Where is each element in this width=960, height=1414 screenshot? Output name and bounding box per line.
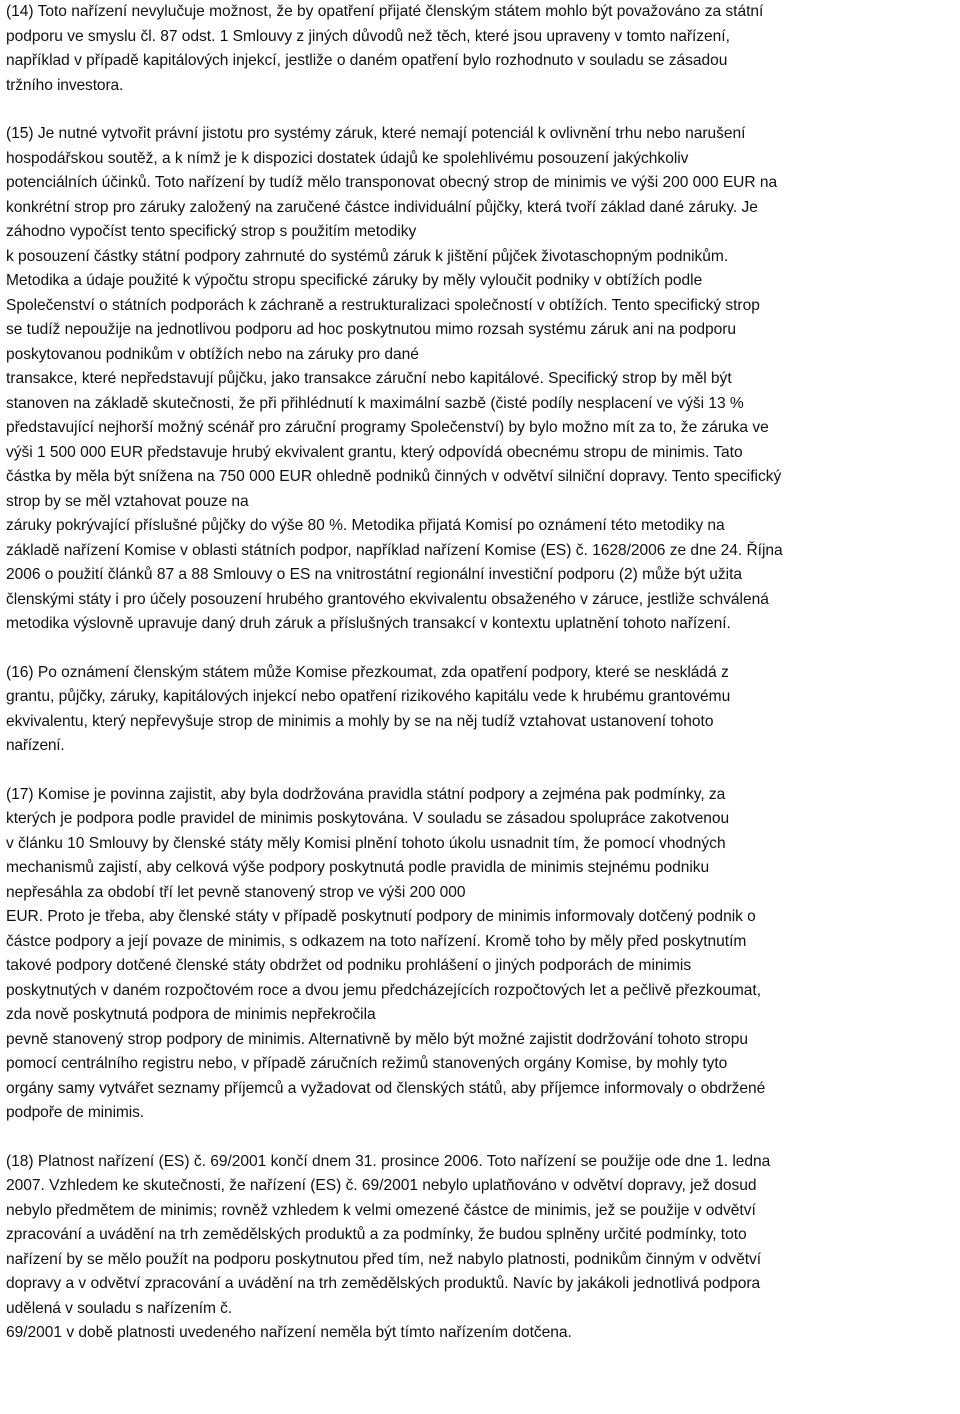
- text-line: poskytovanou podnikům v obtížích nebo na záruky pro dané: [6, 345, 419, 363]
- text-line: strop by se měl vztahovat pouze na: [6, 492, 249, 510]
- text-line: stanoven na základě skutečnosti, že při přihlédnutí k maximální sazbě (čisté podíly nesplacení ve výši 13 %: [6, 394, 744, 412]
- text-line: Společenství o státních podporách k záchraně a restrukturalizaci společností v obtížích. Tento specifický strop: [6, 296, 760, 314]
- text-line: hospodářskou soutěž, a k nímž je k dispozici dostatek údajů ke spolehlivému posouzení jakýchkoliv: [6, 149, 689, 167]
- text-line: potenciálních účinků. Toto nařízení by tudíž mělo transponovat obecný strop de minimis ve výši 200 000 EUR na: [6, 174, 778, 191]
- text-line: mechanismů zajistí, aby celková výše podpory poskytnutá podle pravidla de minimis stejnému podniku: [6, 859, 710, 876]
- text-line: pevně stanovený strop podpory de minimis. Alternativně by mělo být možné zajistit dodržování tohoto stropu: [6, 1030, 749, 1048]
- text-line: transakce, které nepředstavují půjčku, jako transakce záruční nebo kapitálové. Specifický strop by měl být: [6, 370, 732, 387]
- text-line: výši 1 500 000 EUR představuje hrubý ekvivalent grantu, který odpovídá obecnému stropu de minimis. Tato: [6, 443, 743, 461]
- text-line: grantu, půjčky, záruky, kapitálových injekcí nebo opatření rizikového kapitálu vede k hrubému grantovému: [6, 688, 731, 705]
- text-line: kterých je podpora podle pravidel de minimis poskytována. V souladu se zásadou spolupráce zakotvenou: [6, 810, 730, 827]
- text-line: zda nově poskytnutá podpora de minimis nepřekročila: [6, 1006, 376, 1023]
- text-line: tržního investora.: [6, 76, 124, 94]
- paragraph-14: [6, 0, 956, 98]
- paragraph-16: [6, 661, 956, 759]
- text-line: v článku 10 Smlouvy by členské státy měly Komisi plnění tohoto úkolu usnadnit tím, že pomocí vhodných: [6, 834, 726, 852]
- text-line: členskými státy i pro účely posouzení hrubého grantového ekvivalentu obsaženého v záruce, jestliže schválená: [6, 590, 769, 608]
- text-line: částce podpory a její povaze de minimis, s odkazem na toto nařízení. Kromě toho by měly před poskytnutím: [6, 932, 747, 950]
- text-line: záruky pokrývající příslušné půjčky do výše 80 %. Metodika přijatá Komisí po oznámení této metodiky na: [6, 517, 725, 534]
- text-line: podpoře de minimis.: [6, 1104, 144, 1121]
- text-line: částka by měla být snížena na 750 000 EUR ohledně podniků činných v odvětví silniční dopravy. Tento specifický: [6, 468, 782, 485]
- text-line: podporu ve smyslu čl. 87 odst. 1 Smlouvy z jiných důvodů než těch, které jsou upraveny v tomto nařízení,: [6, 27, 730, 45]
- text-line: představující nejhorší možný scénář pro záruční programy Společenství) by bylo možno mít za to, že záruka ve: [6, 419, 769, 436]
- text-line: nařízení.: [6, 737, 65, 754]
- text-line: (14) Toto nařízení nevylučuje možnost, že by opatření přijaté členským státem mohlo být považováno za státní: [6, 3, 764, 20]
- text-line: (15) Je nutné vytvořit právní jistotu pro systémy záruk, které nemají potenciál k ovlivnění trhu nebo narušení: [6, 125, 746, 142]
- text-line: ekvivalentu, který nepřevyšuje strop de minimis a mohly by se na něj tudíž vztahovat ustanovení tohoto: [6, 712, 714, 730]
- paragraph-18: [6, 1150, 956, 1346]
- text-line: základě nařízení Komise v oblasti státních podpor, například nařízení Komise (ES) č. 1628/2006 ze dne 24. Října: [6, 541, 783, 559]
- text-line: nařízení by se mělo použít na podporu poskytnutou před tím, než nabylo platnosti, podnikům činným v odvětví: [6, 1250, 762, 1268]
- text-line: dopravy a v odvětví zpracování a uvádění na trh zemědělských produktů. Navíc by jakákoli jednotlivá podpora: [6, 1275, 761, 1292]
- document-page: [6, 0, 956, 1346]
- text-line: 69/2001 v době platnosti uvedeného nařízení neměla být tímto nařízením dotčena.: [6, 1324, 572, 1341]
- text-line: nepřesáhla za období tří let pevně stanovený strop ve výši 200 000: [6, 883, 466, 901]
- paragraph-15: [6, 122, 956, 637]
- text-line: Metodika a údaje použité k výpočtu stropu specifické záruky by měly vyloučit podniky v obtížích podle: [6, 272, 703, 289]
- text-line: 2006 o použití článků 87 a 88 Smlouvy o ES na vnitrostátní regionální investiční podporu (2) může být užita: [6, 566, 743, 583]
- text-line: k posouzení částky státní podpory zahrnuté do systémů záruk k jištění půjček životaschopným podnikům.: [6, 247, 729, 265]
- text-line: například v případě kapitálových injekcí, jestliže o daném opatření bylo rozhodnuto v souladu se zásadou: [6, 52, 728, 69]
- text-line: (17) Komise je povinna zajistit, aby byla dodržována pravidla státní podpory a zejména pak podmínky, za: [6, 785, 726, 803]
- paragraph-17: [6, 783, 956, 1126]
- text-line: poskytnutých v daném rozpočtovém roce a dvou jemu předcházejících rozpočtových let a pečlivě přezkoumat,: [6, 981, 761, 999]
- text-line: takové podpory dotčené členské státy obdržet od podniku prohlášení o jiných podporách de minimis: [6, 957, 692, 974]
- text-line: orgány samy vytvářet seznamy příjemců a vyžadovat od členských států, aby příjemce informovaly o obdržené: [6, 1079, 766, 1097]
- text-line: nebylo předmětem de minimis; rovněž vzhledem k velmi omezené částce de minimis, jež se použije v odvětví: [6, 1201, 756, 1219]
- text-line: metodika výslovně upravuje daný druh záruk a příslušných transakcí v kontextu uplatnění tohoto nařízení.: [6, 615, 731, 632]
- text-line: EUR. Proto je třeba, aby členské státy v případě poskytnutí podpory de minimis informovaly dotčený podnik o: [6, 908, 756, 925]
- text-line: udělená v souladu s nařízením č.: [6, 1299, 233, 1317]
- text-line: záhodno vypočíst tento specifický strop s použitím metodiky: [6, 223, 417, 240]
- text-line: zpracování a uvádění na trh zemědělských produktů a za podmínky, že budou splněny určité podmínky, toto: [6, 1226, 747, 1243]
- text-line: se tudíž nepoužije na jednotlivou podporu ad hoc poskytnutou mimo rozsah systému záruk ani na podporu: [6, 321, 737, 338]
- text-line: (18) Platnost nařízení (ES) č. 69/2001 končí dnem 31. prosince 2006. Toto nařízení se použije ode dne 1. ledna: [6, 1152, 771, 1170]
- text-line: 2007. Vzhledem ke skutečnosti, že nařízení (ES) č. 69/2001 nebylo uplatňováno v odvětví dopravy, jež dosud: [6, 1177, 757, 1194]
- text-line: (16) Po oznámení členským státem může Komise přezkoumat, zda opatření podpory, které se neskládá z: [6, 663, 729, 681]
- text-line: konkrétní strop pro záruky založený na zaručené částce individuální půjčky, která tvoří základ dané záruky. Je: [6, 198, 758, 216]
- text-line: pomocí centrálního registru nebo, v případě záručních režimů stanovených orgány Komise, by mohly tyto: [6, 1055, 728, 1072]
